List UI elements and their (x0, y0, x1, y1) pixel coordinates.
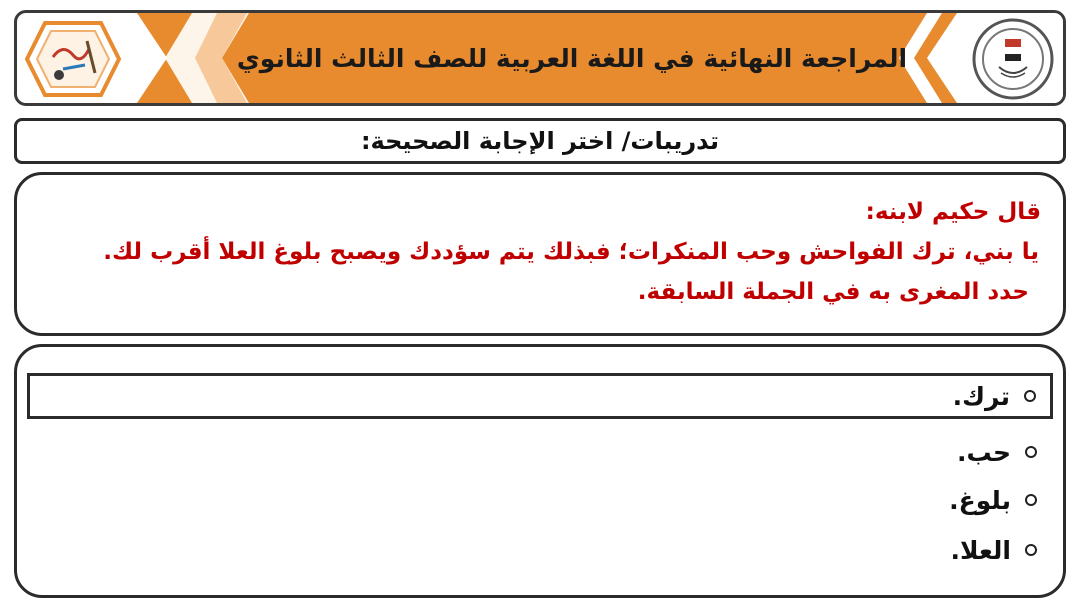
option-label: العلا. (950, 535, 1011, 565)
radio-icon[interactable] (1025, 544, 1037, 556)
arabic-pen-logo-icon (23, 19, 123, 99)
option-4[interactable] (950, 527, 1047, 573)
radio-icon[interactable] (1024, 390, 1036, 402)
question-prompt: حدد المغرى به في الجملة السابقة. (637, 279, 1029, 305)
option-3[interactable] (949, 477, 1047, 523)
page-title: المراجعة النهائية في اللغة العربية للصف الثالث الثانوي (236, 43, 908, 73)
radio-icon[interactable] (1025, 446, 1037, 458)
option-label: بلوغ. (949, 485, 1011, 515)
option-2[interactable] (957, 429, 1047, 475)
option-label: حب. (957, 437, 1011, 467)
option-label: ترك. (952, 381, 1010, 411)
question-intro: قال حكيم لابنه: (865, 199, 1041, 225)
instruction-bar (14, 118, 1066, 164)
question-box (14, 172, 1066, 336)
ministry-logo-icon (971, 17, 1055, 101)
question-sentence: يا بني، ترك الفواحش وحب المنكرات؛ فبذلك يتم سؤددك ويصبح بلوغ العلا أقرب لك. (103, 239, 1039, 265)
answers-box (14, 344, 1066, 598)
option-1[interactable] (27, 373, 1053, 419)
radio-icon[interactable] (1025, 494, 1037, 506)
header-banner (14, 10, 1066, 106)
instruction-text: تدريبات/ اختر الإجابة الصحيحة: (360, 127, 720, 155)
